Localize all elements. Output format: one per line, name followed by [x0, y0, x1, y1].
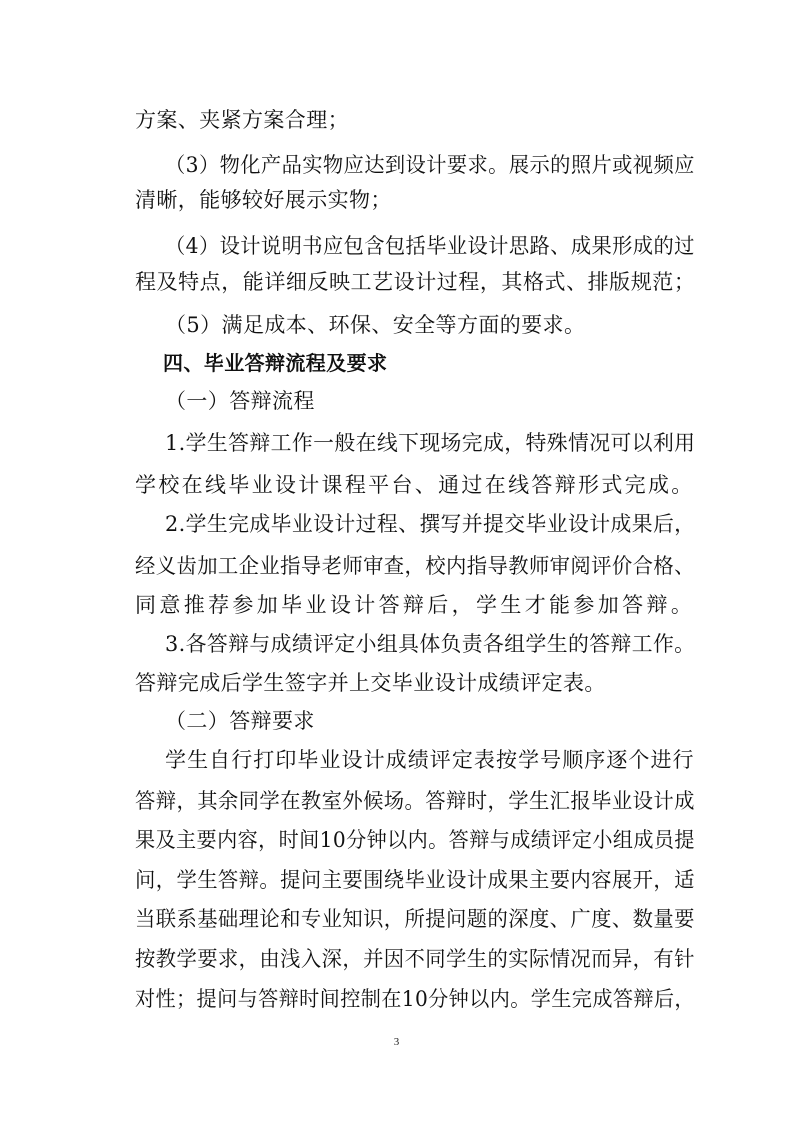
text-line: 1.学生答辩工作一般在线下现场完成，特殊情况可以利用 [165, 431, 696, 455]
text-line: 按教学要求，由浅入深，并因不同学生的实际情况而异，有针 [135, 947, 695, 971]
text-line: （4）设计说明书应包含包括毕业设计思路、成果形成的过 [165, 234, 695, 258]
text-line: 对性；提问与答辩时间控制在10分钟以内。学生完成答辩后， [135, 987, 695, 1011]
subsection-heading: （一）答辩流程 [165, 389, 315, 413]
text-line: 同意推荐参加毕业设计答辩后，学生才能参加答辩。 [135, 593, 696, 617]
text-line: 经义齿加工企业指导老师审查，校内指导教师审阅评价合格、 [135, 554, 695, 578]
text-line: 学校在线毕业设计课程平台、通过在线答辩形式完成。 [135, 473, 695, 497]
subsection-heading: （二）答辩要求 [165, 709, 315, 733]
text-line: 3.各答辩与成绩评定小组具体负责各组学生的答辩工作。 [165, 632, 696, 656]
text-line: 果及主要内容，时间10分钟以内。答辩与成绩评定小组成员提 [135, 828, 695, 852]
text-line: 答辩完成后学生签字并上交毕业设计成绩评定表。 [135, 671, 606, 695]
text-line: 当联系基础理论和专业知识，所提问题的深度、广度、数量要 [135, 907, 695, 931]
text-line: 2.学生完成毕业设计过程、撰写并提交毕业设计成果后， [165, 512, 696, 536]
text-line: （5）满足成本、环保、安全等方面的要求。 [165, 313, 586, 337]
page-number: 3 [393, 1036, 400, 1048]
text-line: 清晰，能够较好展示实物； [135, 188, 392, 212]
text-line: （3）物化产品实物应达到设计要求。展示的照片或视频应 [165, 153, 695, 177]
text-line: 问，学生答辩。提问主要围绕毕业设计成果主要内容展开，适 [135, 868, 695, 892]
section-heading: 四、毕业答辩流程及要求 [163, 351, 388, 375]
text-line: 学生自行打印毕业设计成绩评定表按学号顺序逐个进行 [165, 748, 695, 772]
text-line: 方案、夹紧方案合理； [135, 108, 349, 132]
text-line: 答辩，其余同学在教室外候场。答辩时，学生汇报毕业设计成 [135, 789, 695, 813]
text-line: 程及特点，能详细反映工艺设计过程，其格式、排版规范； [135, 270, 696, 294]
